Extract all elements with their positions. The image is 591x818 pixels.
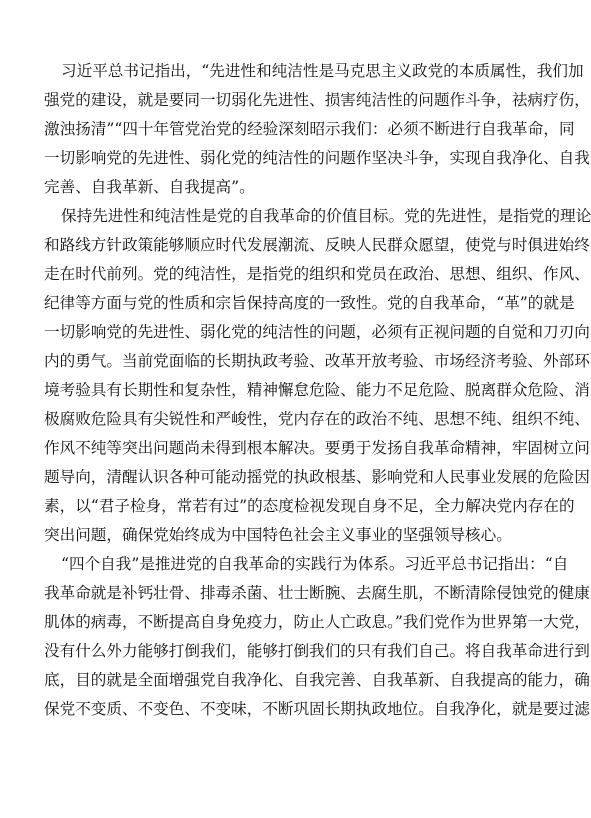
paragraph-line: 一切影响党的先进性、弱化党的纯洁性的问题，必须有正视问题的自觉和刀刃向 [44,323,590,341]
paragraph-line: 激浊扬清”“四十年管党治党的经验深刻昭示我们：必须不断进行自我革命，同 [44,120,575,138]
paragraph-line: 保党不变质、不变色、不变味，不断巩固长期执政地位。自我净化，就是要过滤 [44,700,590,718]
paragraph-2 [44,202,591,550]
paragraph-line: 境考验具有长期性和复杂性，精神懈怠危险、能力不足危险、脱离群众危险、消 [44,381,590,399]
paragraph-line: 一切影响党的先进性、弱化党的纯洁性的问题作坚决斗争，实现自我净化、自我 [44,149,590,167]
paragraph-line: 没有什么外力能够打倒我们，能够打倒我们的只有我们自己。将自我革命进行到 [44,642,590,660]
paragraph-1 [44,57,590,202]
paragraph-line: 习近平总书记指出，“先进性和纯洁性是马克思主义政党的本质属性，我们加 [61,62,584,80]
paragraph-line: 内的勇气。当前党面临的长期执政考验、改革开放考验、市场经济考验、外部环 [44,352,590,370]
paragraph-line: 素，以“君子检身，常若有过”的态度检视发现自身不足，全力解决党内存在的 [44,497,575,515]
document-page [44,57,591,724]
paragraph-line: 纪律等方面与党的性质和宗旨保持高度的一致性。党的自我革命，“革”的就是 [44,294,575,312]
paragraph-line: 极腐败危险具有尖锐性和严峻性，党内存在的政治不纯、思想不纯、组织不纯、 [44,410,590,428]
paragraph-line: 肌体的病毒，不断提高自身免疫力，防止人亡政息。”我们党作为世界第一大党， [44,613,590,631]
paragraph-line: 强党的建设，就是要同一切弱化先进性、损害纯洁性的问题作斗争，祛病疗伤， [44,91,590,109]
paragraph-line: 走在时代前列。党的纯洁性，是指党的组织和党员在政治、思想、组织、作风、 [44,265,590,283]
paragraph-3 [44,550,590,724]
paragraph-line: 保持先进性和纯洁性是党的自我革命的价值目标。党的先进性，是指党的理论 [61,207,591,225]
paragraph-line: 作风不纯等突出问题尚未得到根本解决。要勇于发扬自我革命精神，牢固树立问 [44,439,590,457]
paragraph-line: 我革命就是补钙壮骨、排毒杀菌、壮士断腕、去腐生肌，不断清除侵蚀党的健康 [44,584,590,602]
paragraph-line: “四个自我”是推进党的自我革命的实践行为体系。习近平总书记指出：“自 [61,555,569,573]
paragraph-line: 和路线方针政策能够顺应时代发展潮流、反映人民群众愿望，使党与时俱进始终 [44,236,590,254]
paragraph-line: 完善、自我革新、自我提高”。 [44,178,255,196]
paragraph-line: 突出问题，确保党始终成为中国特色社会主义事业的坚强领导核心。 [44,526,512,544]
paragraph-line: 底，目的就是全面增强党自我净化、自我完善、自我革新、自我提高的能力，确 [44,671,590,689]
paragraph-line: 题导向，清醒认识各种可能动摇党的执政根基、影响党和人民事业发展的危险因 [44,468,590,486]
